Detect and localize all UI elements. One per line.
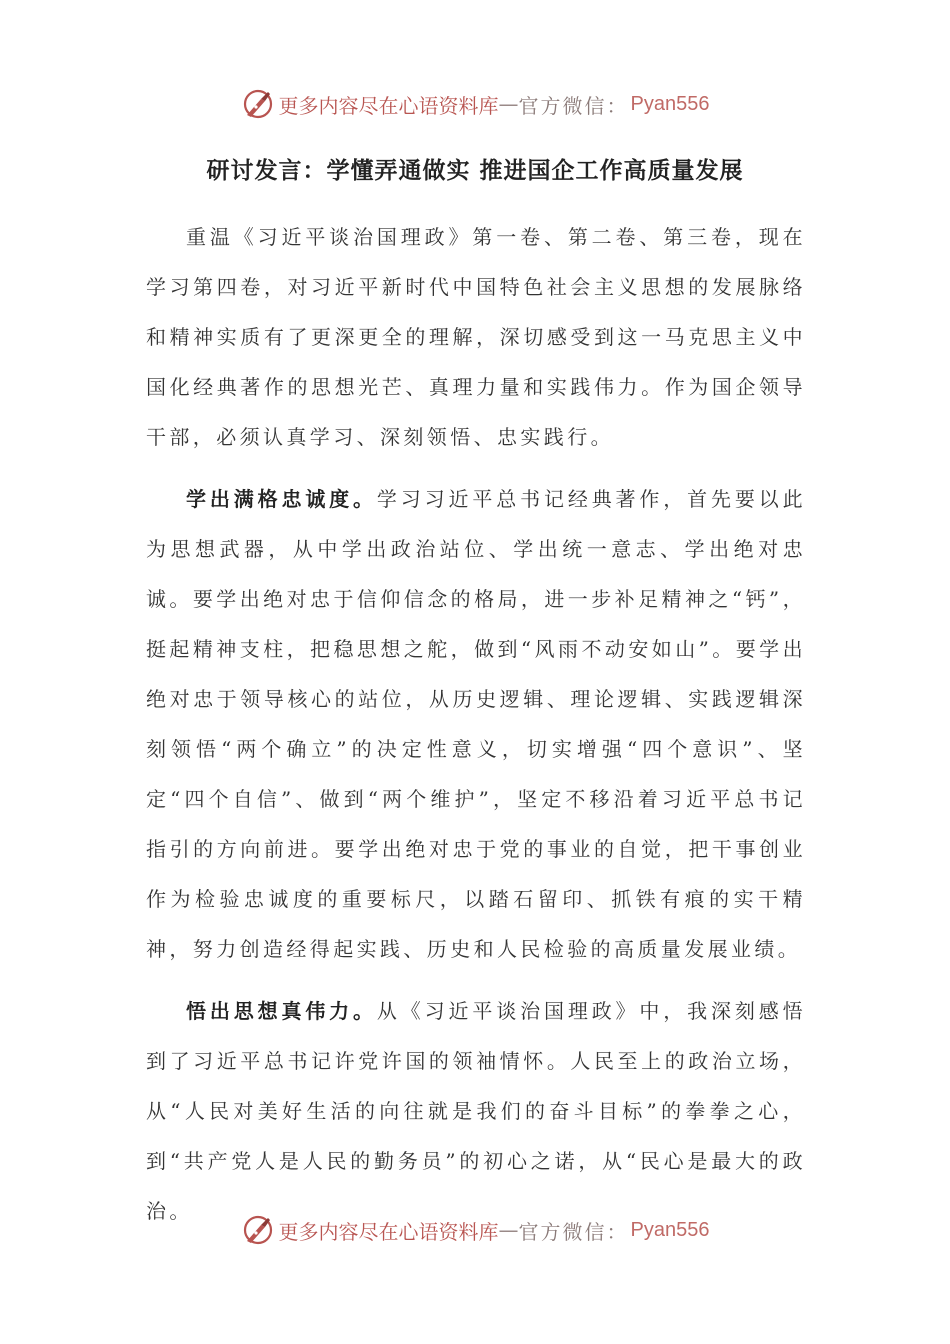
footer-watermark — [0, 1210, 950, 1250]
paragraph-text: 从《习近平谈治国理政》中，我深刻感悟到了习近平总书记许党许国的领袖情怀。人民至上的政治立场，从“人民对美好生活的向往就是我们的奋斗目标”的拳拳之心，到“共产党人是人民的勤务员”的初心之诺，从“民心是最大的政治。 — [146, 999, 807, 1223]
watermark-dash: — — [498, 92, 519, 116]
watermark-sub-text: 官方微信： — [518, 93, 629, 118]
watermark-main-text: 更多内容尽在心语资料库 — [278, 1219, 499, 1244]
paragraph-text: 学习习近平总书记经典著作，首先要以此为思想武器，从中学出政治站位、学出统一意志、学出绝对忠诚。要学出绝对忠于信仰信念的格局，进一步补足精神之“钙”，挺起精神支柱，把稳思想之舵，做到“风雨不动安如山”。要学出绝对忠于领导核心的站位，从历史逻辑、理论逻辑、实践逻辑深刻领悟“两个确立”的决定性意义，切实增强“四个意识”、坚定“四个自信”、做到“两个维护”，坚定不移沿着习近平总书记指引的方向前进。要学出绝对忠于党的事业的自觉，把干事创业作为检验忠诚度的重要标尺，以踏石留印、抓铁有痕的实干精神，努力创造经得起实践、历史和人民检验的高质量发展业绩。 — [146, 487, 807, 961]
watermark-wechat-id: Pyan556 — [630, 92, 710, 115]
document-title: 研讨发言：学懂弄通做实 推进国企工作高质量发展 — [206, 158, 744, 184]
paragraph-intro — [146, 212, 806, 462]
pen-nib-icon — [241, 1213, 275, 1247]
paragraph-loyalty — [146, 474, 806, 974]
watermark-dash: — — [498, 1218, 519, 1242]
paragraph-text: 重温《习近平谈治国理政》第一卷、第二卷、第三卷，现在学习第四卷，对习近平新时代中国特色社会主义思想的发展脉络和精神实质有了更深更全的理解，深切感受到这一马克思主义中国化经典著作的思想光芒、真理力量和实践伟力。作为国企领导干部，必须认真学习、深刻领悟、忠实践行。 — [146, 225, 806, 449]
watermark-wechat-id: Pyan556 — [630, 1218, 710, 1241]
paragraph-lead: 悟出思想真伟力。 — [186, 999, 377, 1023]
paragraph-lead: 学出满格忠诚度。 — [186, 487, 377, 511]
pen-nib-icon — [241, 87, 275, 121]
header-watermark — [0, 84, 950, 124]
watermark-main-text: 更多内容尽在心语资料库 — [278, 93, 499, 118]
paragraph-thought — [146, 986, 806, 1236]
document-body — [146, 212, 806, 1236]
watermark-sub-text: 官方微信： — [518, 1219, 629, 1244]
